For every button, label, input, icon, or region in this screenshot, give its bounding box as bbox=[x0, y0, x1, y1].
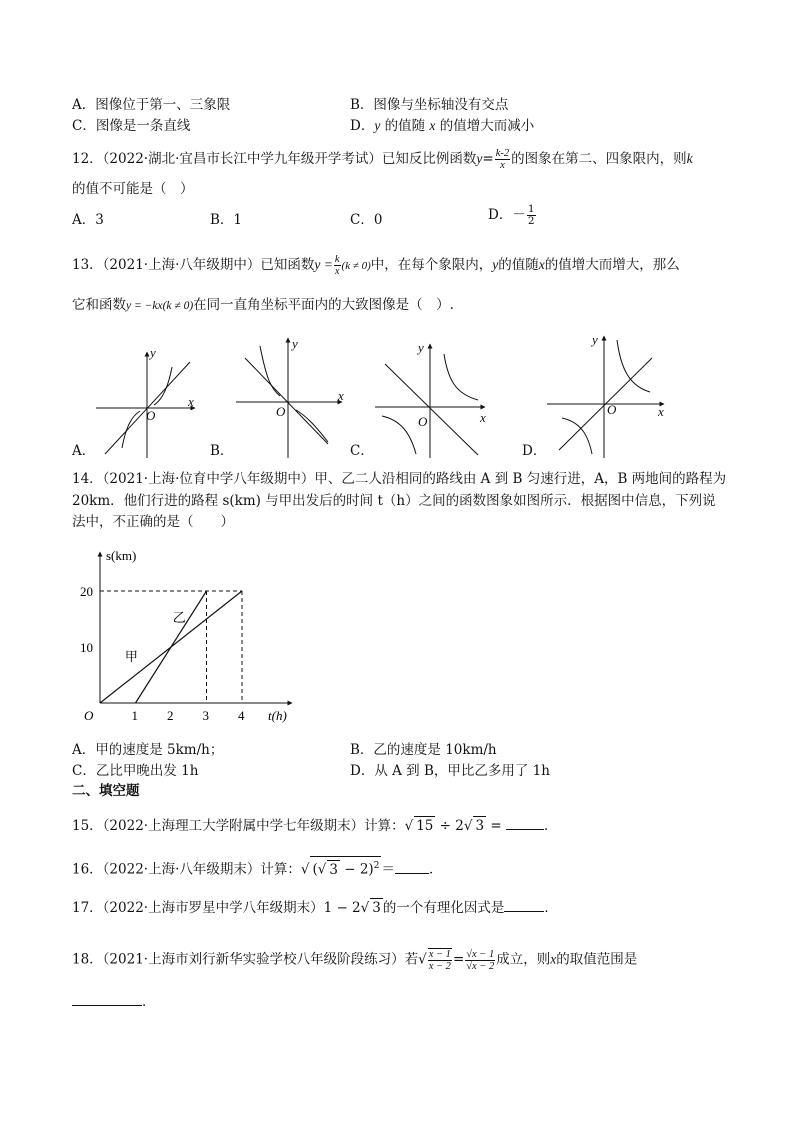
x-tick-label: 4 bbox=[238, 708, 245, 723]
q12-stem-line2: 的值不可能是（ ） bbox=[72, 181, 194, 197]
q18-answer-line: ． bbox=[72, 993, 156, 1011]
q14-stem-line1: 14．（2021·上海·位育中学八年级期中）甲、乙二人沿相同的路线由 A 到 B 匀速行进，A，B 两地间的路程为 bbox=[72, 471, 727, 487]
q12-stem: 12．（2022·湖北·宜昌市长江中学九年级开学考试）已知反比例函数y= $\frac{k-2}{x}$ 的图象在第二、四象限内，则k bbox=[72, 148, 693, 171]
y-tick-label: 20 bbox=[80, 584, 93, 599]
q13-graphs bbox=[70, 330, 720, 460]
q12-option-d: D．－ $\frac{1}{2}$ bbox=[488, 203, 535, 227]
q13-stem: 13．（2021·上海·八年级期中）已知函数y = $\frac{k}{x}$ (k ≠ 0)中，在每个象限内，y的值随x的值增大而增大，那么 bbox=[72, 254, 680, 277]
q11-option-c: C．图像是一条直线 bbox=[72, 118, 191, 134]
origin-label: O bbox=[418, 414, 428, 429]
axis-x-label: x bbox=[480, 410, 486, 425]
axis-x-label: x bbox=[188, 394, 194, 409]
answer-blank[interactable] bbox=[395, 873, 429, 874]
x-axis-title: t(h) bbox=[268, 708, 287, 723]
answer-blank[interactable] bbox=[504, 911, 544, 912]
axis-y-label: y bbox=[292, 336, 298, 351]
chart-origin-label: O bbox=[84, 708, 94, 723]
q14-option-a: A．甲的速度是 5km/h； bbox=[72, 742, 224, 758]
q13-stem-line2: 它和函数y = −kx(k ≠ 0)在同一直角坐标平面内的大致图像是（ ）. bbox=[72, 297, 454, 313]
q13-label-c: C． bbox=[350, 443, 374, 459]
q11-option-a: A．图像位于第一、三象限 bbox=[72, 97, 231, 113]
q14-option-d: D．从 A 到 B，甲比乙多用了 1h bbox=[350, 763, 550, 779]
origin-label: O bbox=[146, 408, 156, 423]
axis-y-label: y bbox=[150, 345, 156, 360]
series-label: 乙 bbox=[172, 609, 186, 625]
y-axis-title: s(km) bbox=[106, 548, 137, 563]
q13-label-b: B． bbox=[210, 443, 234, 459]
q14-chart bbox=[72, 540, 302, 730]
answer-blank[interactable] bbox=[506, 829, 544, 830]
q11-option-b: B．图像与坐标轴没有交点 bbox=[350, 97, 509, 113]
y-tick-label: 10 bbox=[80, 640, 93, 655]
q14-stem-line2: 20km．他们行进的路程 s(km) 与甲出发后的时间 t（h）之间的函数图象如图所示．根据图中信息，下列说 bbox=[72, 493, 716, 509]
q12-option-a: A．3 bbox=[72, 212, 104, 228]
axis-y-label: y bbox=[418, 340, 424, 355]
answer-blank[interactable] bbox=[72, 1005, 142, 1006]
series-label: 甲 bbox=[124, 649, 138, 664]
q16: 16．（2022·上海·八年级期末）计算：√ (√ 3 − 2)$^2$ ＝ ． bbox=[72, 856, 442, 879]
axis-x-label: x bbox=[658, 404, 664, 419]
x-tick-label: 1 bbox=[131, 708, 138, 723]
q14-option-c: C．乙比甲晚出发 1h bbox=[72, 763, 199, 779]
origin-label: O bbox=[607, 402, 617, 417]
q18: 18．（2021·上海市刘行新华实验学校八年级阶段练习）若√ $\frac{x - 1}{x - 2}$ = $\frac{√x - 1}{√x - 2}$ 成立，则x的取值范围是 bbox=[72, 948, 638, 972]
q11-option-d: D．y 的值随 x 的值增大而减小 bbox=[350, 118, 535, 134]
x-tick-label: 3 bbox=[202, 708, 209, 723]
q13-label-a: A． bbox=[72, 443, 96, 459]
q12-option-c: C．0 bbox=[350, 212, 383, 228]
q17: 17．（2022·上海市罗星中学八年级期末）1 − 2√ 3 的一个有理化因式是 ． bbox=[72, 900, 558, 916]
origin-label: O bbox=[276, 404, 286, 419]
q14-stem-line3: 法中，不正确的是（ ） bbox=[72, 514, 234, 530]
q15: 15．（2022·上海理工大学附属中学七年级期末）计算：√ 15 ÷ 2√ 3 = ． bbox=[72, 818, 558, 834]
q13-label-d: D． bbox=[522, 443, 547, 459]
x-tick-label: 2 bbox=[167, 708, 174, 723]
q14-option-b: B．乙的速度是 10km/h bbox=[350, 742, 497, 758]
axis-x-label: x bbox=[338, 388, 344, 403]
section-title: 二、填空题 bbox=[72, 783, 140, 799]
q12-option-b: B．1 bbox=[210, 212, 243, 228]
series-line bbox=[136, 591, 207, 703]
axis-y-label: y bbox=[592, 332, 598, 347]
